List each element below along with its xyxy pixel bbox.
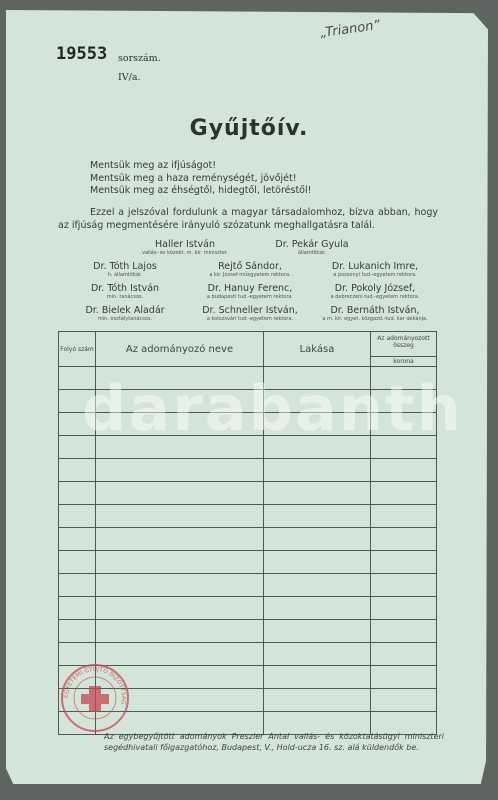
signatory-name: Dr. Lukanich Imre, (331, 261, 419, 272)
table-cell (264, 643, 371, 666)
table-cell (59, 551, 96, 574)
table-cell (371, 689, 437, 712)
signatory-name: Dr. Tóth Lajos (93, 261, 157, 272)
signatory-title: a kir. József-műegyetem rektora. (209, 272, 291, 278)
table-cell (59, 620, 96, 643)
table-cell (96, 597, 264, 620)
signatory (180, 261, 320, 278)
table-cell (371, 459, 437, 482)
table-cell (264, 459, 371, 482)
serial-label: sorszám. (118, 53, 161, 64)
table-row (59, 459, 437, 482)
signatory (180, 305, 320, 322)
table-row (59, 597, 437, 620)
table-cell (371, 528, 437, 551)
table-row (59, 551, 437, 574)
signatory-name: Dr. Hanuy Ferenc, (207, 283, 293, 294)
signatory-title: a budapesti tud.-egyetem rektora. (206, 294, 294, 300)
table-cell (371, 597, 437, 620)
table-cell (264, 574, 371, 597)
table-cell (59, 597, 96, 620)
slogan-list (90, 160, 311, 198)
table-row (59, 620, 437, 643)
col-amount-header: Az adományozott összeg (371, 332, 437, 357)
signatory (55, 305, 195, 322)
col-donor-header: Az adományozó neve (96, 332, 264, 367)
table-cell (96, 528, 264, 551)
slogan-line: Mentsük meg az ifjúságot! (90, 160, 217, 171)
table-row (59, 574, 437, 597)
signatory (115, 239, 255, 256)
col-address-header: Lakása (264, 332, 371, 367)
signatory (180, 283, 320, 300)
table-cell (264, 689, 371, 712)
handwritten-note: „Trianon” (319, 17, 382, 42)
serial-number: 19553 (56, 44, 108, 64)
table-cell (96, 459, 264, 482)
table-cell (371, 666, 437, 689)
table-cell (59, 574, 96, 597)
table-cell (371, 505, 437, 528)
table-cell (59, 505, 96, 528)
signatory-title: a debreczeni tud.-egyetem rektora. (330, 294, 420, 300)
signatory-name: Dr. Tóth István (90, 283, 160, 294)
table-cell (96, 574, 264, 597)
signatory-name: Haller István (155, 239, 215, 250)
signatory-name: Rejtő Sándor, (218, 261, 282, 272)
page-title: Gyűjtőív. (189, 116, 309, 141)
signatory-title: államtitkár. (297, 250, 327, 256)
watermark: darabanth (82, 372, 463, 445)
table-cell (264, 528, 371, 551)
signatory (305, 261, 445, 278)
stamp-text: EGYETEMI GYŰJTŐ BIZOTTSÁG (62, 665, 128, 706)
signatory (55, 283, 195, 300)
slogan-line: Mentsük meg az éhségtől, hidegtől, letöréstől! (90, 185, 312, 196)
table-cell (371, 643, 437, 666)
table-cell (264, 666, 371, 689)
signatory-name: Dr. Schneller István, (202, 305, 298, 316)
table-cell (371, 574, 437, 597)
table-cell (264, 597, 371, 620)
table-cell (59, 482, 96, 505)
signatory (305, 305, 445, 322)
sub-number: IV/a. (118, 72, 141, 83)
table-row (59, 505, 437, 528)
footer-note: Az egybegyűjtött adományok Preszler Antal vallás- és közoktatásügyi miniszteri segédhivatali főigazgatóhoz, Budapest, V., Hold-ucza 16. sz. alá küldendők be. (104, 732, 444, 752)
table-row (59, 528, 437, 551)
table-cell (371, 482, 437, 505)
table-cell (59, 528, 96, 551)
col-number-header: Folyó szám (59, 332, 96, 367)
signatory-title: a kolozsvári tud.-egyetem rektora. (206, 316, 294, 322)
table-cell (96, 551, 264, 574)
signatory-title: min. tanácsos. (106, 294, 144, 300)
signatory-name: Dr. Bernáth István, (330, 305, 420, 316)
cross-icon (81, 686, 109, 712)
signatory-title: a m. kir. egyet. közgazd.-tud. kar dékánja. (322, 316, 428, 322)
table-cell (371, 620, 437, 643)
table-cell (96, 505, 264, 528)
signatory-name: Dr. Pekár Gyula (275, 239, 349, 250)
table-cell (59, 459, 96, 482)
signatory (242, 239, 382, 256)
table-row (59, 482, 437, 505)
table-cell (371, 551, 437, 574)
col-currency-header: korona (371, 357, 437, 367)
signatory-title: min. osztálytanácsos. (97, 316, 153, 322)
signatory-name: Dr. Bielek Aladár (85, 305, 165, 316)
signatory-title: h. államtitkár. (107, 272, 143, 278)
intro-paragraph: Ezzel a jelszóval fordulunk a magyar társadalomhoz, bízva abban, hogy az ifjúság megmentésére irányuló szózatunk meghallgatásra talál. (58, 207, 438, 231)
signatory (305, 283, 445, 300)
table-cell (264, 482, 371, 505)
signatory-title: vallás- és közokt. m. kir. miniszter. (141, 250, 228, 256)
committee-stamp (59, 662, 131, 734)
table-cell (96, 482, 264, 505)
table-cell (264, 620, 371, 643)
table-cell (96, 620, 264, 643)
table-cell (264, 551, 371, 574)
signatory-name: Dr. Pokoly József, (334, 283, 416, 294)
signatory-title: a pozsonyi tud.-egyetem rektora. (333, 272, 417, 278)
signatory (55, 261, 195, 278)
slogan-line: Mentsük meg a haza reménységét, jövőjét! (90, 172, 297, 184)
table-cell (264, 505, 371, 528)
